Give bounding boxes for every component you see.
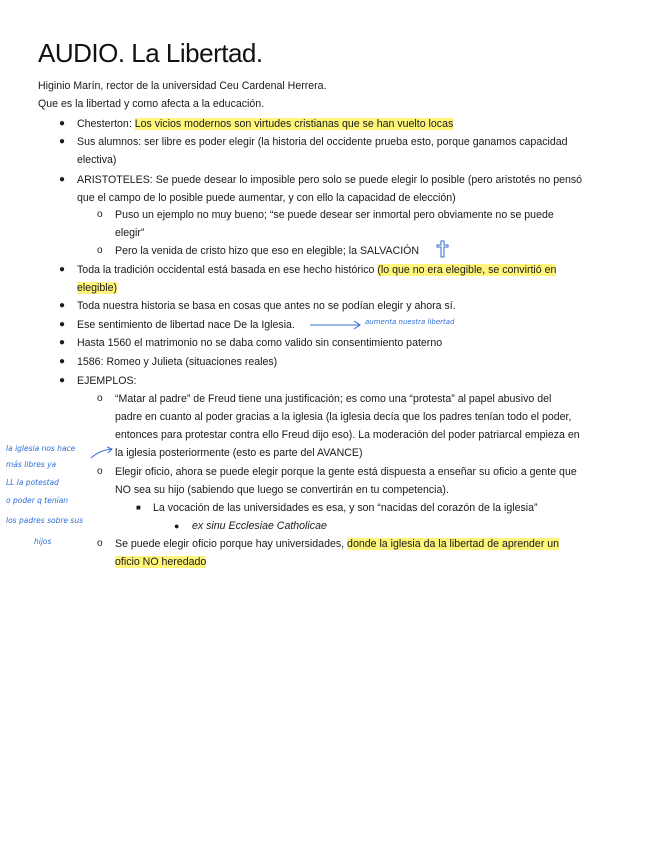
list-item-tradicion: Toda la tradición occidental está basada en ese hecho histórico (lo que no era elegible, se convirtió en: [77, 264, 557, 276]
highlighted-text: (lo que no era elegible, se convirtió en: [377, 264, 557, 276]
bullet-circle: o: [97, 245, 103, 256]
handwritten-note: aumenta nuestra libertad: [365, 318, 455, 326]
list-item-historia: Toda nuestra historia se basa en cosas que antes no se podían elegir y ahora sí.: [77, 300, 456, 312]
sub-item-freud-cont: entonces para protestar contra ello Freud dijo eso). La moderación del poder patriarcal empieza en: [115, 429, 580, 441]
list-item-aristoteles: ARISTOTELES: Se puede desear lo imposible pero solo se puede elegir lo posible (pero aristotés no pensó: [77, 174, 583, 186]
page-title: AUDIO. La Libertad.: [38, 38, 263, 68]
sub-item-cristo: Pero la venida de cristo hizo que eso en elegible; la SALVACIÓN: [115, 245, 420, 257]
bullet-dot: ●: [174, 521, 180, 531]
bullet-dot: ●: [59, 118, 66, 129]
list-item-sentimiento: Ese sentimiento de libertad nace De la Iglesia.: [77, 319, 295, 331]
margin-note-line: hijos: [34, 537, 52, 546]
arrow-icon: [90, 446, 114, 460]
arrow-icon: [309, 320, 363, 330]
cross-icon: [436, 240, 450, 258]
list-item-chesterton: Chesterton: Los vicios modernos son virtudes cristianas que se han vuelto locas: [77, 118, 454, 130]
list-item-alumnos-cont: electiva): [77, 154, 117, 166]
margin-note-line: LL la potestad: [6, 478, 59, 487]
list-item-romeo: 1586: Romeo y Julieta (situaciones reales): [77, 356, 278, 368]
sub-item-freud: “Matar al padre” de Freud tiene una justificación; es como una “protesta” al papel abusivo del: [115, 393, 552, 405]
sub-item-freud-cont: padre en cuanto al poder gracias a la iglesia (la iglesia decía que los padres tenían todo el poder,: [115, 411, 572, 423]
bullet-dot: ●: [59, 337, 66, 348]
sub-item-ejemplo: Puso un ejemplo no muy bueno; “se puede desear ser inmortal pero obviamente no se puede: [115, 209, 554, 221]
sub-item-oficio-cont: NO sea su hijo (sabiendo que luego se convertirán en tu competencia).: [115, 484, 449, 496]
list-item-ejemplos: EJEMPLOS:: [77, 375, 137, 387]
list-item-matrimonio: Hasta 1560 el matrimonio no se daba como valido sin consentimiento paterno: [77, 337, 443, 349]
margin-note-line: los padres sobre sus: [6, 516, 83, 525]
highlighted-text: oficio NO heredado: [115, 556, 207, 568]
highlighted-text: Los vicios modernos son virtudes cristianas que se han vuelto locas: [134, 118, 454, 130]
list-item-tradicion-cont: [77, 279, 117, 297]
bullet-circle: o: [97, 209, 103, 220]
bullet-square: ■: [136, 503, 141, 512]
bullet-dot: ●: [59, 375, 66, 386]
intro-line: Higinio Marín, rector de la universidad Ceu Cardenal Herrera.: [38, 80, 327, 92]
bullet-circle: o: [97, 538, 103, 549]
sub-item-universidades-cont: [115, 553, 206, 571]
margin-note-line: la iglesia nos hace: [6, 444, 76, 453]
list-item-aristoteles-cont: que el campo de lo posible puede aumentar, y con ello la capacidad de elección): [77, 192, 456, 204]
sub-item-ejemplo-cont: elegir”: [115, 227, 145, 239]
margin-note-line: más libres ya: [6, 460, 57, 469]
bullet-dot: ●: [59, 136, 66, 147]
bullet-dot: ●: [59, 174, 66, 185]
sub-sub-sub-item-latin: ex sinu Ecclesiae Catholicae: [192, 520, 327, 532]
bullet-circle: o: [97, 393, 103, 404]
intro-line: Que es la libertad y como afecta a la educación.: [38, 98, 265, 110]
sub-item-oficio: Elegir oficio, ahora se puede elegir porque la gente está dispuesta a enseñar su oficio a gente que: [115, 466, 577, 478]
list-item-alumnos: Sus alumnos: ser libre es poder elegir (la historia del occidente prueba esto, porque ganamos capacidad: [77, 136, 568, 148]
bullet-dot: ●: [59, 356, 66, 367]
bullet-circle: o: [97, 466, 103, 477]
bullet-dot: ●: [59, 319, 66, 330]
sub-item-universidades: Se puede elegir oficio porque hay universidades, donde la iglesia da la libertad de aprender un: [115, 538, 560, 550]
highlighted-text: elegible): [77, 282, 118, 294]
bullet-dot: ●: [59, 264, 66, 275]
margin-note-line: o poder q tenían: [6, 496, 69, 505]
bullet-dot: ●: [59, 300, 66, 311]
sub-sub-item-vocacion: La vocación de las universidades es esa, y son “nacidas del corazón de la iglesia”: [153, 502, 538, 514]
sub-item-freud-cont: la iglesia posteriormente (esto es parte del AVANCE): [115, 447, 363, 459]
highlighted-text: donde la iglesia da la libertad de aprender un: [347, 538, 560, 550]
